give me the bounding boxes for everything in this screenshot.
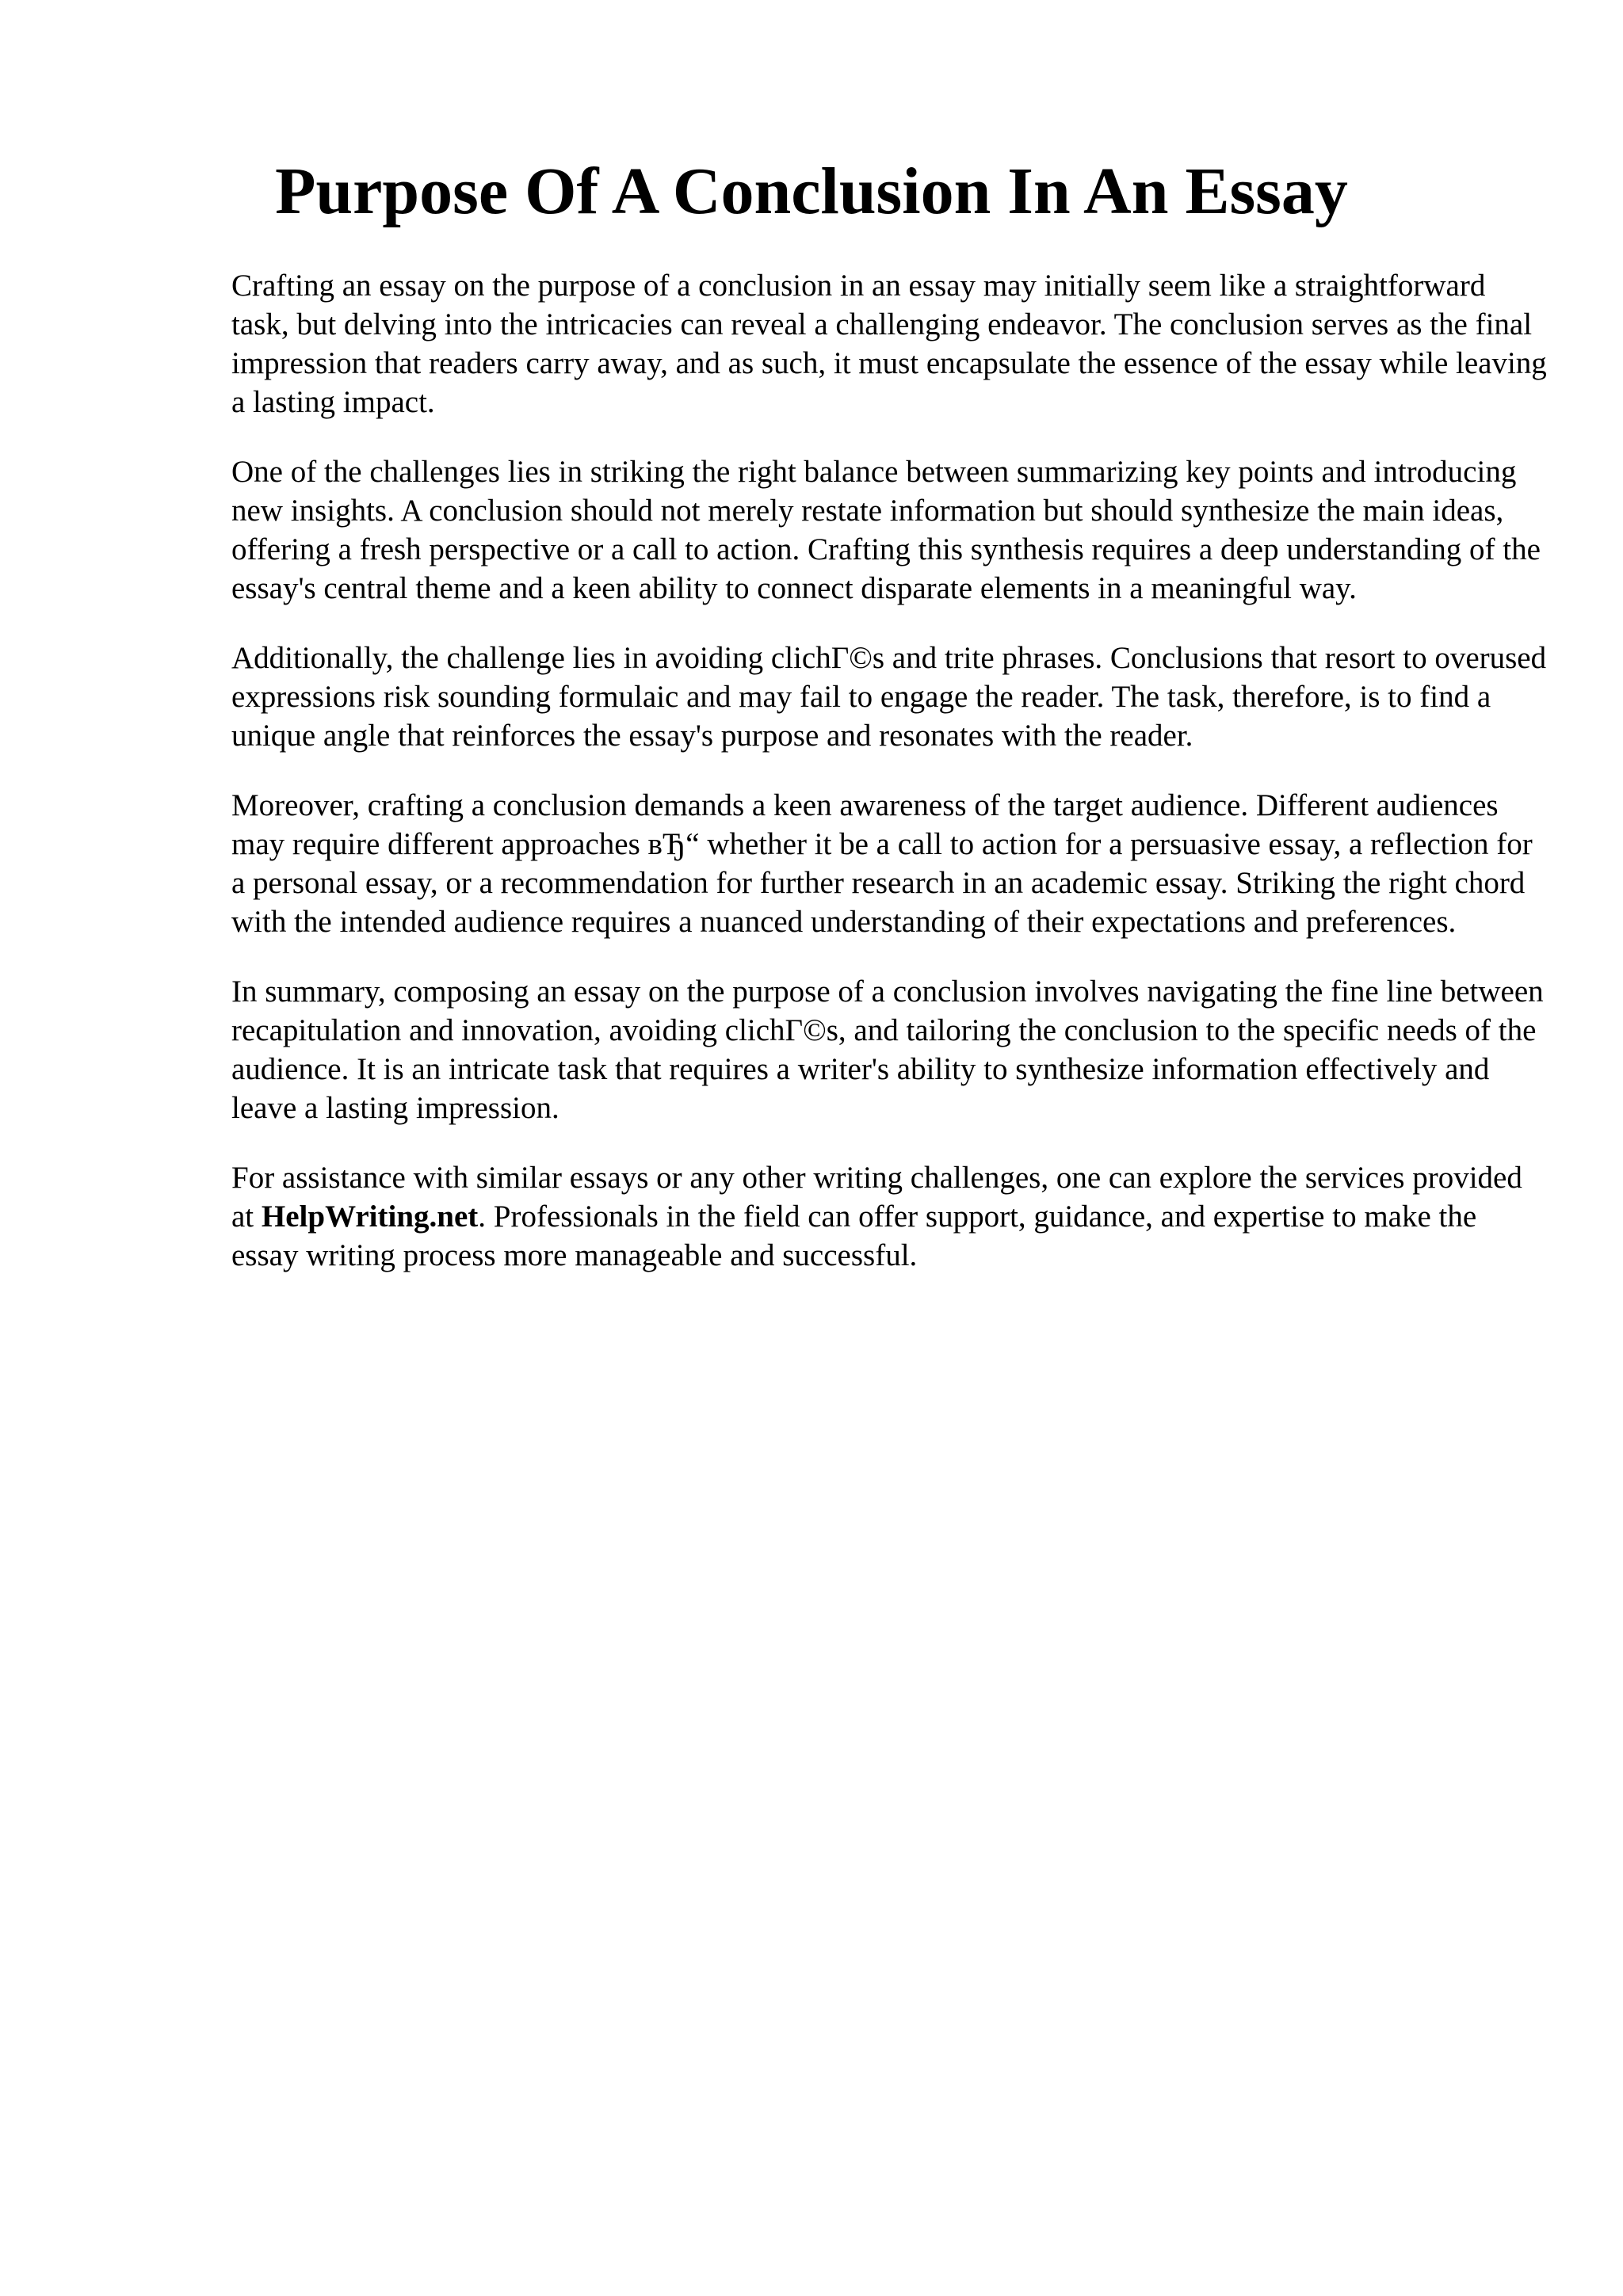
document-title: Purpose Of A Conclusion In An Essay: [275, 154, 1348, 228]
paragraph-6-trailing-text: . Professionals in the field can offer support, guidance, and expertise to make the essay writing process more manageable and successful.: [231, 1199, 1477, 1272]
paragraph-3: Additionally, the challenge lies in avoiding clichГ©s and trite phrases. Conclusions that resort to overused expressions risk sounding formulaic and may fail to engage the reader. The task, therefore, is to find a unique angle that reinforces the essay's purpose and resonates with the reader.: [231, 641, 1547, 753]
paragraph-6: [231, 1158, 1547, 1275]
paragraph-2: One of the challenges lies in striking the right balance between summarizing key points and introducing new insights. A conclusion should not merely restate information but should synthesize the main ideas, offering a fresh perspective or a call to action. Crafting this synthesis requires a deep understanding of the essay's central theme and a keen ability to connect disparate elements in a meaningful way.: [231, 455, 1541, 605]
paragraph-5: In summary, composing an essay on the purpose of a conclusion involves navigating the fine line between recapitulation and innovation, avoiding clichГ©s, and tailoring the conclusion to the specific needs of the audience. It is an intricate task that requires a writer's ability to synthesize information effectively and leave a lasting impression.: [231, 974, 1544, 1125]
document-body: [231, 266, 1547, 1306]
paragraph-4: Moreover, crafting a conclusion demands a keen awareness of the target audience. Different audiences may require different approaches вЂ“ whether it be a call to action for a persuasive essay, a reflection for a personal essay, or a recommendation for further research in an academic essay. Striking the right chord with the intended audience requires a nuanced understanding of their expectations and preferences.: [231, 788, 1533, 939]
paragraph-1: Crafting an essay on the purpose of a conclusion in an essay may initially seem like a straightforward task, but delving into the intricacies can reveal a challenging endeavor. The conclusion serves as the final impression that readers carry away, and as such, it must encapsulate the essence of the essay while leaving a lasting impact.: [231, 269, 1547, 419]
helpwriting-link[interactable]: HelpWriting.net: [261, 1199, 479, 1234]
paragraph-6-lead-text: For assistance with similar essays or any other writing challenges, one can explore the services provided at: [231, 1161, 1522, 1234]
